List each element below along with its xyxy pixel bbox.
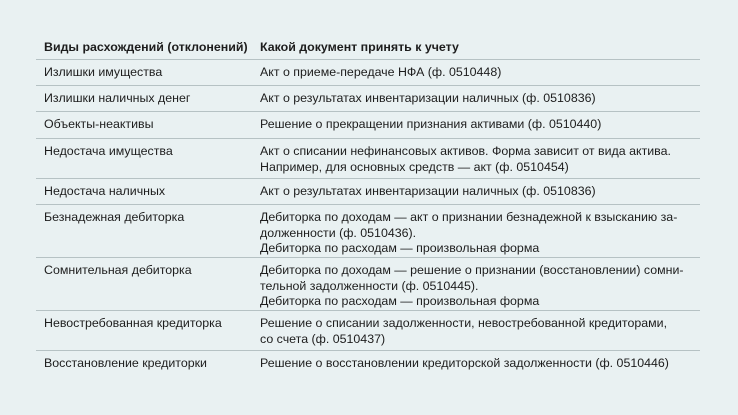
discrepancy-type: Недостача имущества	[44, 144, 173, 158]
document-text: тельной задолженности (ф. 0510445).	[260, 278, 479, 293]
document-text: Решение о прекращении признания активами (ф. 0510440)	[260, 117, 602, 131]
table-row	[36, 86, 700, 112]
document-cell	[260, 144, 700, 178]
discrepancy-type: Излишки наличных денег	[44, 91, 191, 105]
table-row	[36, 311, 700, 351]
document-text: Дебиторка по расходам — произвольная форма	[260, 294, 540, 308]
header-cell-discrepancy-type	[36, 40, 260, 59]
discrepancy-type: Безнадежная дебиторка	[44, 210, 185, 224]
header-cell-document	[260, 40, 700, 59]
table-row	[36, 258, 700, 311]
document-cell	[260, 316, 700, 350]
discrepancy-type: Невостребованная кредиторка	[44, 316, 222, 330]
discrepancy-type-cell	[36, 65, 260, 85]
table-row	[36, 179, 700, 205]
table-header-row	[36, 32, 700, 60]
document-text: Акт о результатах инвентаризации наличных (ф. 0510836)	[260, 184, 596, 198]
document-text: Акт о приеме-передаче НФА (ф. 0510448)	[260, 65, 502, 79]
discrepancy-type-cell	[36, 263, 260, 310]
document-cell	[260, 91, 700, 111]
header-label: Виды расхождений (отклонений)	[44, 40, 248, 54]
document-text: Решение о списании задолженности, невостребованной кредиторами,	[260, 316, 668, 330]
discrepancy-type-cell	[36, 184, 260, 204]
document-cell	[260, 210, 700, 257]
discrepancy-type-cell	[36, 144, 260, 178]
document-text: Дебиторка по доходам — решение о признании (восстановлении) сомни-	[260, 263, 684, 277]
table-row	[36, 139, 700, 179]
document-text: Акт о результатах инвентаризации наличных (ф. 0510836)	[260, 91, 596, 105]
discrepancy-documents-table	[36, 32, 700, 377]
discrepancy-type-cell	[36, 356, 260, 377]
document-text: Акт о списании нефинансовых активов. Форма зависит от вида актива.	[260, 144, 671, 158]
document-cell	[260, 356, 700, 377]
document-cell	[260, 117, 700, 138]
document-cell	[260, 184, 700, 204]
discrepancy-type-cell	[36, 117, 260, 138]
discrepancy-type: Объекты-неактивы	[44, 117, 154, 131]
document-cell	[260, 263, 700, 310]
table-row	[36, 60, 700, 86]
discrepancy-type-cell	[36, 316, 260, 350]
document-text: Например, для основных средств — акт (ф. 0510454)	[260, 159, 569, 174]
discrepancy-type: Сомнительная дебиторка	[44, 263, 192, 277]
document-text: Дебиторка по доходам — акт о признании безнадежной к взысканию за-	[260, 210, 678, 224]
document-text: со счета (ф. 0510437)	[260, 331, 386, 346]
document-text: долженности (ф. 0510436).	[260, 225, 417, 240]
discrepancy-type: Излишки имущества	[44, 65, 163, 79]
discrepancy-type-cell	[36, 91, 260, 111]
discrepancy-type-cell	[36, 210, 260, 257]
table-row	[36, 205, 700, 258]
table-row	[36, 112, 700, 139]
document-text: Дебиторка по расходам — произвольная форма	[260, 241, 540, 255]
discrepancy-type: Восстановление кредиторки	[44, 356, 207, 370]
document-cell	[260, 65, 700, 85]
header-label: Какой документ принять к учету	[260, 40, 459, 54]
discrepancy-type: Недостача наличных	[44, 184, 166, 198]
table-row	[36, 351, 700, 377]
document-text: Решение о восстановлении кредиторской задолженности (ф. 0510446)	[260, 356, 669, 370]
